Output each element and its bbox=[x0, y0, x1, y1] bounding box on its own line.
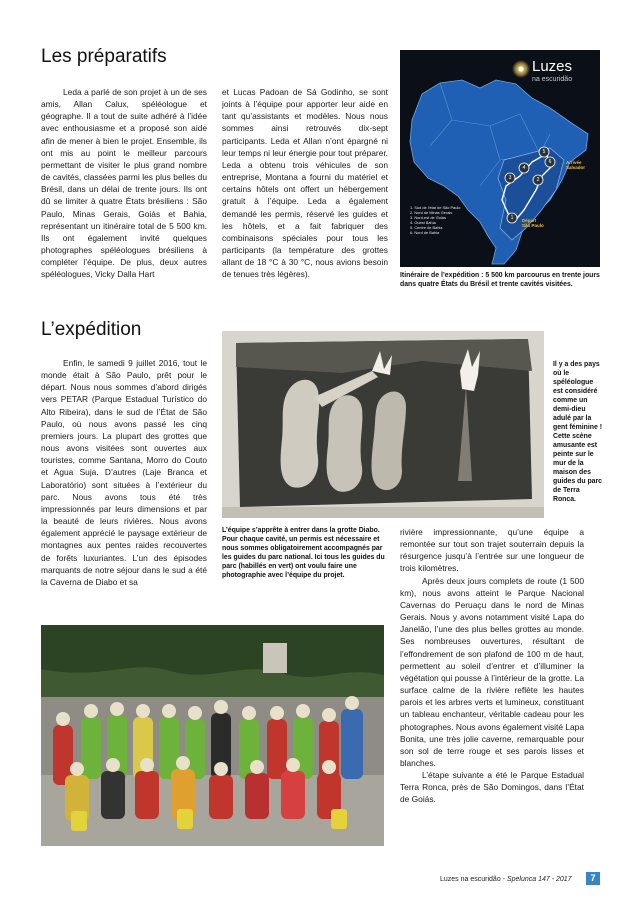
marker-label-4: 4 bbox=[522, 165, 526, 171]
mural-illustration bbox=[222, 331, 544, 518]
expedition-column-1 bbox=[41, 357, 207, 588]
map-legend bbox=[410, 205, 490, 235]
arrival-text: Arrivée bbox=[566, 160, 582, 165]
preparatifs-text-1: Leda a parlé de son projet à un de ses amis, Allan Calux, spéléologue et géographe. Il a tout de suite adhéré à l’idée avec enthousiasme et a proposé son aide afin de mener à bien le projet. Ensemble, ils ont mis au point le meilleur parcours permettant de visiter le plus grand nombre de cavités, classées parmi les plus belles du Brésil, dans un délai de trente jours. Ils ont dû se limiter à quatre États brésiliens : São Paulo, Minas Gerais, Goiás et Bahia, représentant un itinéraire total de 5 500 km. Ils ont également invité quelques photographes spéléologues brésiliens à compléter l’équipe. De plus, deux autres spéléologues, Vicky Dalla Hart bbox=[41, 87, 207, 280]
preparatifs-column-2 bbox=[222, 86, 388, 281]
expedition-route-map bbox=[400, 50, 600, 267]
mural-photo bbox=[222, 331, 544, 518]
legend-item-3: 3. Nord-est de Goiás bbox=[410, 215, 446, 220]
preparatifs-column-1 bbox=[41, 86, 207, 281]
marker-label-1: 1 bbox=[510, 215, 514, 221]
team-photo bbox=[41, 625, 384, 846]
marker-label-3: 3 bbox=[508, 175, 512, 181]
expedition-text-1: Enfin, le samedi 9 juillet 2016, tout le monde était à São Paulo, prêt pour le départ. Nous nous sommes d’abord dirigés vers PETAR (Parque Estadual Turístico do Alto Ribeira), dans le sud de l’État de São Paulo, où nous avons passé les cinq premiers jours. La plupart des grottes que nous avons visitées sont ouvertes aux touristes, comme Santana, Morro do Couto et Agua Suja. D’autres (Laje Branca et Laboratório) sont situées à l’extérieur du parc. Nous avons tous été très impressionnés par leurs dimensions et par la beauté de leurs rivières. Nous avons également apprécié le paysage extérieur de montagnes aux pentes raides recouvertes de forêts luxuriantes. L’un des épisodes marquants de notre séjour dans le sud a été la Caverna de Diabo et sa bbox=[41, 358, 207, 587]
section-title-expedition: L’expédition bbox=[41, 319, 142, 340]
page-number: 7 bbox=[586, 872, 600, 885]
ground-strip bbox=[222, 507, 544, 518]
legend-item-1: 1. Sud de l’état de São Paulo bbox=[410, 205, 461, 210]
arrival-label bbox=[566, 160, 585, 170]
team-photo-illustration bbox=[41, 625, 384, 846]
footer-issue: Spelunca 147 - 2017 bbox=[506, 876, 572, 883]
departure-label bbox=[522, 218, 544, 228]
tree-canopy bbox=[41, 625, 384, 677]
legend-item-2: 2. Nord de Minas Gerais bbox=[410, 210, 453, 215]
mural-side-caption: Il y a des pays où le spéléologue est considéré comme un demi-dieu adulé par la gent féminine ! Cette scène amusante est peinte sur le mur de la maison des guides du parc de Terra Ronca. bbox=[553, 361, 603, 503]
expedition-col2-para-3 bbox=[400, 769, 584, 805]
expedition-column-2 bbox=[400, 526, 584, 806]
marker-label-6: 6 bbox=[548, 159, 552, 165]
mural-figure-1 bbox=[281, 380, 320, 488]
section-title-preparatifs: Les préparatifs bbox=[41, 46, 167, 67]
map-caption: Itinéraire de l’expédition : 5 500 km parcourus en trente jours dans quatre États du Brésil et trente cavités visitées. bbox=[400, 272, 600, 288]
marker-label-5: 5 bbox=[542, 149, 546, 155]
logo-subtitle: na escuridão bbox=[532, 76, 573, 83]
brazil-outline bbox=[410, 80, 588, 264]
arrival-city: Salvador bbox=[566, 165, 586, 170]
expedition-col2-text-3: L’étape suivante a été le Parque Estadual Terra Ronca, près de São Domingos, dans l’État de Goiás. bbox=[400, 770, 584, 805]
expedition-col2-text-1: rivière impressionnante, qu’une équipe a remontée sur tout son trajet souterrain depuis la résurgence jusqu’à l’entrée sur une longueur de trois kilomètres. bbox=[400, 527, 584, 574]
logo-star bbox=[518, 66, 523, 71]
expedition-col2-text-2: Après deux jours complets de route (1 500 km), nous avons atteint le Parque Nacional Cavernas do Peruaçu dans le nord de Minas Gerais. Nous y avons notamment visité Lapa do Janelão, l’une des plus belles grottes au monde. Ses nombreuses ouvertures, résultant de l’effondrement de son plafond de 100 m de haut, permettent au soleil d’entrer et d’illuminer la végétation qui pousse à l’intérieur de la grotte. La surface calme de la rivière reflète les hautes parois et les arbres verts et lumineux, constituant un tableau enchanteur, véritable cadeau pour les photographes. Nous avons également visité Lapa Bonita, une très jolie caverne, remarquable pour son sol de terre rouge et ses parois lisses et blanches. bbox=[400, 575, 584, 768]
preparatifs-text-2: et Lucas Padoan de Sá Godinho, se sont joints à l’équipe pour apporter leur aide en tant qu’assistants et modèles. Nous nous sommes ainsi retrouvés dix-sept participants. Leda et Allan n’ont épargné ni leur temps ni leur énergie pour tout préparer. Leda a obtenu trois véhicules de son entreprise, Montana a fourni du matériel et certains hôtels ont offert un hébergement gratuit à l’équipe. Leda a également demandé les permis, réservé les guides et les hôtels, et a fait fabriquer des combinaisons spéciales pour tous les participants (la température des grottes allant de 18 °C à 30 °C, nous avions besoin de tenues très légères). bbox=[222, 87, 388, 280]
departure-text: Départ bbox=[522, 218, 537, 223]
legend-item-4: 4. Ouest Bahia bbox=[410, 220, 436, 225]
footer-credit bbox=[440, 876, 572, 883]
expedition-col2-para-1 bbox=[400, 526, 584, 575]
team-photo-caption: L’équipe s’apprête à entrer dans la grotte Diabo. Pour chaque cavité, un permis est nécessaire et nous sommes obligatoirement accompagnés par les guides du parc national. Ici tous les guides du parc (habillés en vert) ont voulu faire une photographie avec l’équipe du projet. bbox=[222, 527, 385, 579]
expedition-col2-para-2 bbox=[400, 575, 584, 770]
logo-title: Luzes bbox=[532, 58, 573, 75]
footer-magazine: Luzes na escuridão - bbox=[440, 876, 507, 883]
departure-city: São Paulo bbox=[522, 223, 544, 228]
mural-figure-2 bbox=[327, 395, 363, 491]
legend-item-5: 5. Centre de Bahia bbox=[410, 225, 443, 230]
marker-label-2: 2 bbox=[536, 177, 540, 183]
legend-item-6: 6. Nord de Bahia bbox=[410, 230, 440, 235]
building bbox=[263, 643, 287, 673]
